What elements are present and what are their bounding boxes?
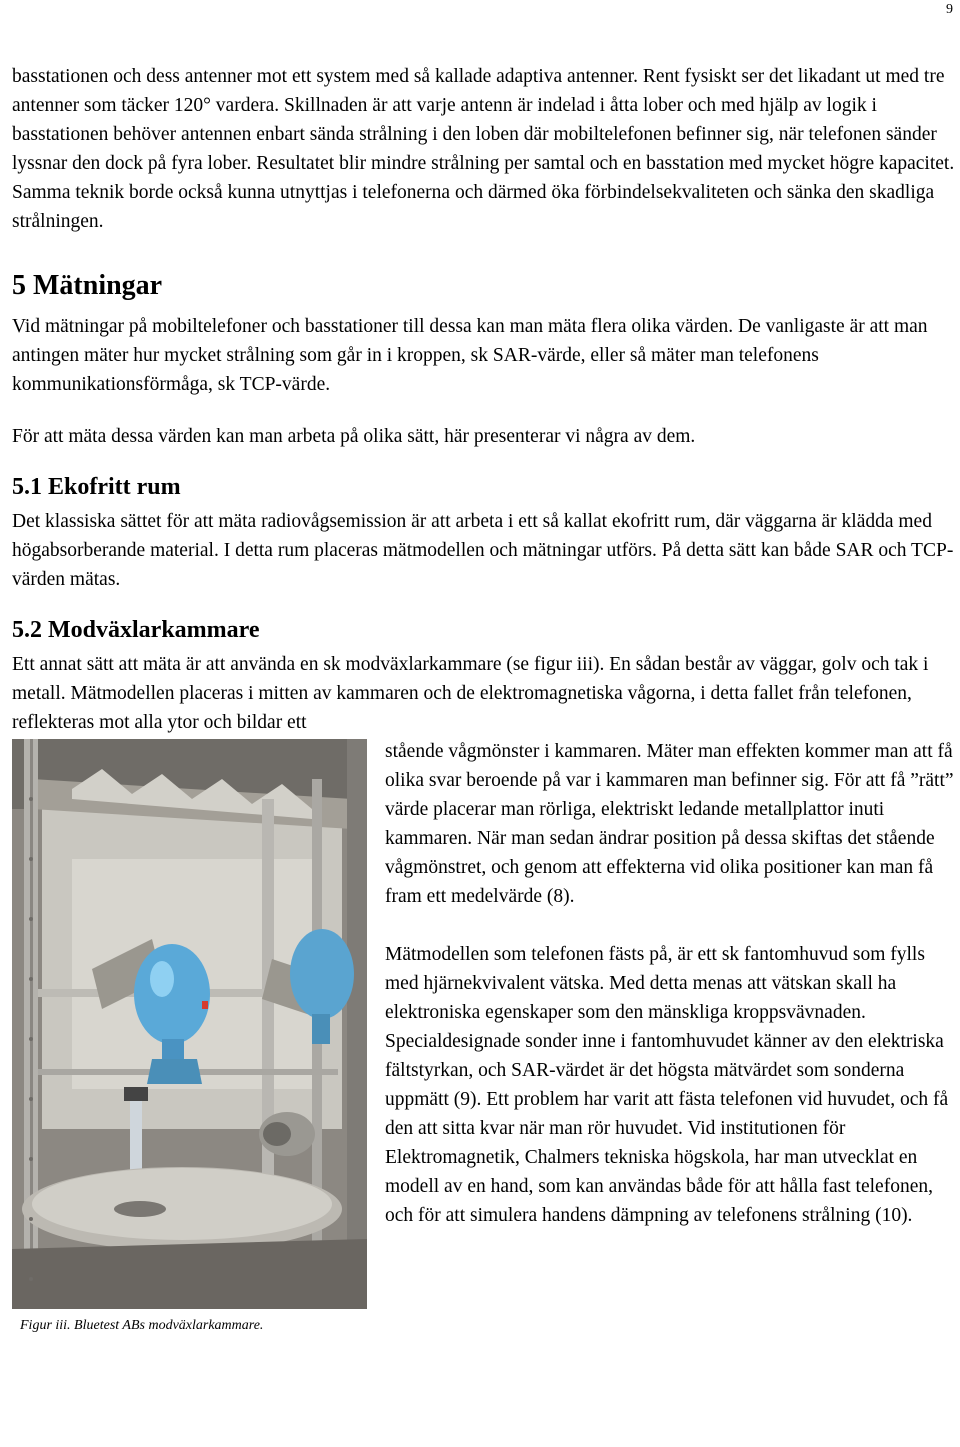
document-body: [12, 62, 958, 1335]
intro-paragraph-1: basstationen och dess antenner mot ett system med så kallade adaptiva antenner. Rent fysiskt ser det likadant ut med tre antenner som täcker 120° vardera. Skillnaden är att varje antenn är indelad i åtta lober och med hjälp av logik i basstationen behöver antennen enbart sända strålning i den loben där mobiltelefonen befinner sig, när telefonen sänder lyssnar den dock på fyra lober. Resultatet blir mindre strålning per samtal och en basstation med mycket högre kapacitet.: [12, 66, 955, 174]
section-5-2-wrap-paragraph-1: stående vågmönster i kammaren. Mäter man effekten kommer man att få olika svar beroende på var i kammaren man befinner sig. För att få ”rätt” värde placerar man rörliga, elektriskt ledande metallplattor inuti kammaren. När man sedan ändrar position på dessa skiftas det stående vågmönstret, och genom att effekterna vid olika positioner kan man få fram ett medelvärde (8).: [385, 741, 954, 907]
section-5-heading: 5 Mätningar: [12, 270, 163, 301]
section-5-1-heading: 5.1 Ekofritt rum: [12, 474, 181, 500]
section-5-2-heading: 5.2 Modväxlarkammare: [12, 617, 260, 643]
section-5-paragraph-1: Vid mätningar på mobiltelefoner och basstationer till dessa kan man mäta flera olika värden. De vanligaste är att man antingen mäter hur mycket strålning som går in i kroppen, sk SAR-värde, eller så mäter man telefonens kommunikationsförmåga, sk TCP-värde.: [12, 316, 928, 395]
reverberation-chamber-photo: [12, 739, 367, 1309]
intro-paragraph-2: Samma teknik borde också kunna utnyttjas i telefonerna och därmed öka förbindelsekvaliteten och sänka den skadliga strålningen.: [12, 182, 935, 232]
section-5-paragraph-2: För att mäta dessa värden kan man arbeta på olika sätt, här presenterar vi några av dem.: [12, 426, 696, 447]
section-5-2-lead-paragraph: Ett annat sätt att mäta är att använda en sk modväxlarkammare (se figur iii). En sådan består av väggar, golv och tak i metall. Mätmodellen placeras i mitten av kammaren och de elektromagnetiska vågorna, i detta fallet från telefonen, reflekteras mot alla ytor och bildar ett: [12, 654, 929, 733]
page-number: 9: [946, 2, 953, 17]
section-5-1-paragraph: Det klassiska sättet för att mäta radiovågsemission är att arbeta i ett så kallat ekofritt rum, där väggarna är klädda med högabsorberande material. I detta rum placeras mätmodellen och mätningar utförs. På detta sätt kan både SAR och TCP-värden mätas.: [12, 511, 954, 590]
figure-iii: [12, 739, 367, 1335]
figure-caption: Figur iii. Bluetest ABs modväxlarkammare.: [20, 1318, 264, 1333]
section-5-2-wrap-paragraph-2: Mätmodellen som telefonen fästs på, är ett sk fantomhuvud som fylls med hjärnekvivalent vätska. Med detta menas att vätskan skall ha elektroniska egenskaper som den mänskliga kroppsvävnaden. Specialdesignade sonder inne i fantomhuvudet känner av den elektriska fältstyrkan, och SAR-värdet är det högsta mätvärdet som sonderna uppmätt (9). Ett problem har varit att fästa telefonen vid huvudet, och få den att sitta kvar när man rör huvudet. Vid institutionen för Elektromagnetik, Chalmers tekniska högskola, har man utvecklat en modell av en hand, som kan användas både för att hålla fast telefonen, och för att simulera handens dämpning av telefonens strålning (10).: [385, 944, 949, 1226]
